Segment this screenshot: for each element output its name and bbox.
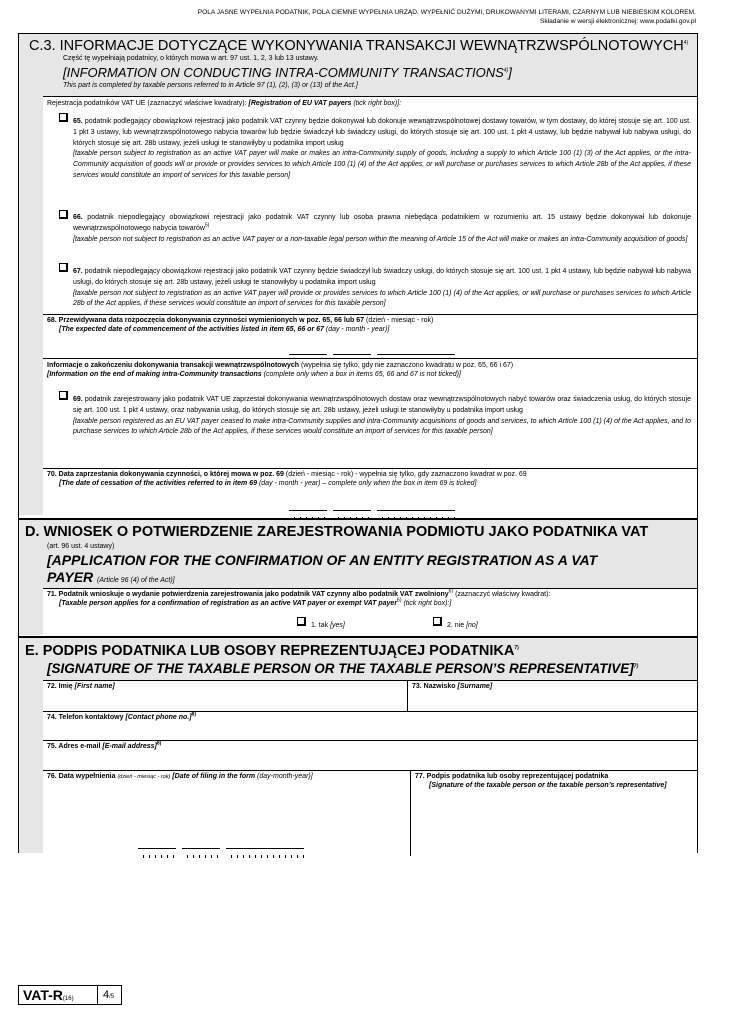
option-no-label: 2. nie [no] (447, 622, 478, 629)
eu-registration-block (43, 96, 697, 314)
year-ticks (226, 845, 304, 849)
section-d-subtitle: (art. 96 ust. 4 ustawy) (47, 543, 115, 550)
first-name-label: 72. Imię [First name] (47, 683, 115, 690)
page-number: 4/5 (103, 989, 115, 1001)
tick (298, 855, 304, 858)
tick (168, 855, 174, 858)
email-field[interactable] (43, 740, 697, 770)
instructions-line: POLA JASNE WYPEŁNIA PODATNIK, POLA CIEMNE WYPEŁNIA URZĄD. WYPEŁNIĆ DUŻYMI, DRUKOWANYMI LITERAMI, CZARNYM LUB NIEBIESKIM KOLOREM. (197, 9, 696, 16)
item-66: 66. podatnik niepodlegający obowiązkowi rejestracji jako podatnik VAT czynny lub osoba prawna niebędąca podatnikiem w rozumieniu art. 15 ustawy będzie dokonywał lub dokonuje wewnątrzwspólnotowego nabycia towarów$^{5)}$ [taxable person not subject to registration as an active VAT payer or a non-taxable legal person within the meaning of Article 15 of the Act will make or makes an intra-Community acquisition of goods] (73, 214, 691, 243)
day-ticks (138, 845, 176, 849)
section-c3-subtitle: Część tę wypełniają podatnicy, o których mowa w art. 97 ust. 1, 2, 3 lub 13 ustawy. (63, 55, 319, 62)
section-c3-title-en: [INFORMATION ON CONDUCTING INTRA-COMMUNITY TRANSACTIONS$^{4)}$] (63, 65, 512, 80)
surname-label: 73. Nazwisko [Surname] (412, 683, 493, 690)
contact-phone-field[interactable] (43, 711, 697, 740)
section-d-title: D. WNIOSEK O POTWIERDZENIE ZAREJESTROWANIA PODMIOTU JAKO PODATNIKA VAT (25, 524, 649, 540)
surname-field[interactable] (408, 681, 697, 712)
divider (97, 986, 98, 1004)
contact-phone-label: 74. Telefon kontaktowy [Contact phone no.]$^{8)}$ (47, 711, 197, 721)
day-ticks (289, 351, 327, 355)
date-signature-row (43, 770, 697, 855)
month-ticks (333, 507, 371, 511)
section-e-title: E. PODPIS PODATNIKA LUB OSOBY REPREZENTUJĄCEJ PODATNIKA$^{7)}$ (25, 643, 519, 659)
checkbox-66[interactable] (59, 210, 68, 219)
form-page (18, 33, 698, 853)
section-d-title-en: [APPLICATION FOR THE CONFIRMATION OF AN ENTITY REGISTRATION AS A VAT PAYER (Article 96 (4) of the Act)] (47, 552, 598, 585)
item-68-field[interactable] (43, 314, 697, 358)
month-ticks (182, 845, 220, 849)
registration-label: Rejestracja podatników VAT UE (zaznaczyć właściwe kwadraty): [Registration of EU VAT payers (tick right box)]: (47, 100, 402, 107)
year-ticks (377, 351, 455, 355)
section-c3-subtitle-en: This part is completed by taxable persons referred to in Article 97 (1), (2), (3) or (13) of the Act.] (63, 82, 358, 89)
month-ticks (333, 351, 371, 355)
item-71-field (43, 588, 697, 637)
checkbox-71-yes[interactable] (297, 617, 306, 626)
end-info-label: Informacje o zakończeniu dokonywania transakcji wewnątrzwspólnotowych (wypełnia się tylko, gdy nie zaznaczono kwadratu w poz. 65, 66 i 67) [Information on the end of making intra-Community transactions (complete only when a box in items 65, 66 and 67 is not ticked)] (47, 362, 514, 378)
section-d (19, 518, 697, 635)
signature-label: 77. Podpis podatnika lub osoby reprezentującej podatnika [Signature of the taxable person or the taxable person’s representative] (415, 773, 667, 789)
e-filing-note: Składanie w wersji elektronicznej: www.podatki.gov.pl (539, 17, 696, 25)
email-label: 75. Adres e-mail [E-mail address]$^{8)}$ (47, 740, 162, 750)
checkbox-65[interactable] (59, 113, 68, 122)
item-70-label: 70. Data zaprzestania dokonywania czynności, o której mowa w poz. 69 (dzień - miesiąc - rok) - wypełnia się tylko, gdy zaznaczono kwadrat w poz. 69 [The date of cessation of the activities referred to in item 69 (day - month - year) – complete only when the box in item 69 is ticked] (47, 471, 527, 487)
item-65: 65. podatnik podlegający obowiązkowi rejestracji jako podatnik VAT czynny będzie dokonywał lub dokonuje wewnątrzwspólnotowej dostawy towarów, w tym dostawy, do której stosuje się art. 100 ust. 1 pkt 3 ustawy, lub wewnątrzwspólnotowego nabycia towarów lub będzie świadczył lub świadczy usługi, do których stosuje się art. 100 ust. 1 pkt 4 ustawy, lub będzie nabywał lub nabywa usługi, do których stosuje się art. 28b ustawy, jeżeli usługi te stanowiłyby u podatnika import usług [taxable person subject to registration as an active VAT payer will make or makes an intra-Community supply of goods, including a supply to which Article 100 (1) (3) of the Act applies, or the intra-Community acquisition of goods will or provide or provides services to which Article 100 (1) (4) of the Act applies, or will purchase or purchases services to which Article 28b of the Act applies, if these services would constitute an import of services for this taxable person] (73, 118, 692, 179)
checkbox-69[interactable] (59, 391, 68, 400)
section-e (19, 636, 697, 853)
year-ticks (377, 507, 455, 511)
item-70-field[interactable] (43, 468, 697, 515)
filing-date-label: 76. Data wypełnienia (dzień - miesiąc - rok) [Date of filing in the form (day-month-year)] (47, 773, 313, 780)
form-code: VAT-R(16) (23, 987, 74, 1003)
option-yes-label: 1. tak [yes] (311, 622, 345, 629)
checkbox-71-no[interactable] (433, 617, 442, 626)
section-e-title-en: [SIGNATURE OF THE TAXABLE PERSON OR THE TAXABLE PERSON’S REPRESENTATIVE]$^{7)}$ (47, 661, 639, 676)
checkbox-67[interactable] (59, 263, 68, 272)
section-c3 (19, 34, 697, 515)
filing-date-field[interactable] (43, 771, 410, 856)
name-row (43, 680, 697, 711)
item-68-label: 68. Przewidywana data rozpoczęcia dokonywania czynności wymienionych w poz. 65, 66 lub 67 (dzień - miesiąc - rok) [The expected date of commencement of the activities listed in item 65, 66 or 67 (day - month - year)] (47, 317, 434, 333)
item-69: 69. podatnik zarejestrowany jako podatnik VAT UE zaprzestał dokonywania wewnątrzwspólnotowych dostaw oraz wewnątrzwspólnotowych nabyć towarów oraz świadczenia usług, do których stosuje się art. 100 ust. 1 pkt 4 ustawy, oraz nabywania usług, do których stosuje się art. 28b ustawy, jeżeli usługi te stanowiłyby u podatnika import usług [taxable person registered as an EU VAT payer ceased to make intra-Community supplies and intra-Community acquisitions of goods and services, to which Article 100 (1) (4) of the Act applies, and to purchase services to which Article 28b of the Act applies, if these services would constitute an import of services for this taxable person] (73, 396, 691, 436)
form-id-box (18, 985, 122, 1005)
item-67: 67. podatnik niepodlegający obowiązkowi rejestracji jako podatnik VAT czynny będzie świadczył lub świadczy usługi, do których stosuje się art. 100 ust. 1 pkt 4 ustawy, lub będzie nabywał lub nabywa usługi, do których stosuje się art. 28b ustawy, jeżeli usługi te stanowiłyby u podatnika import usług [taxable person not subject to registration as an active VAT payer will provide or provides services to which Article 100 (1) (4) of the Act applies, or will purchase or purchases services to which Article 28b of the Act applies, if these services would constitute an import of services for this taxable person] (73, 268, 691, 308)
first-name-field[interactable] (43, 681, 407, 712)
item-71-label: 71. Podatnik wnioskuje o wydanie potwierdzenia zarejestrowania jako podatnik VAT czynny albo podatnik VAT zwolniony$^{6)}$ (zaznaczyć właściwy kwadrat): [Taxable person applies for a confirmation of registration as an active VAT payer or exempt VAT payer$^{6)}$ (tick right box):] (47, 588, 551, 607)
signature-field[interactable] (411, 771, 697, 856)
section-c3-title: C.3. INFORMACJE DOTYCZĄCE WYKONYWANIA TRANSAKCJI WEWNĄTRZWSPÓLNOTOWYCH$^{4)}$ (29, 38, 689, 54)
tick (212, 855, 218, 858)
form-instructions (140, 9, 696, 26)
day-ticks (289, 507, 327, 511)
end-of-transactions-block (43, 358, 697, 468)
